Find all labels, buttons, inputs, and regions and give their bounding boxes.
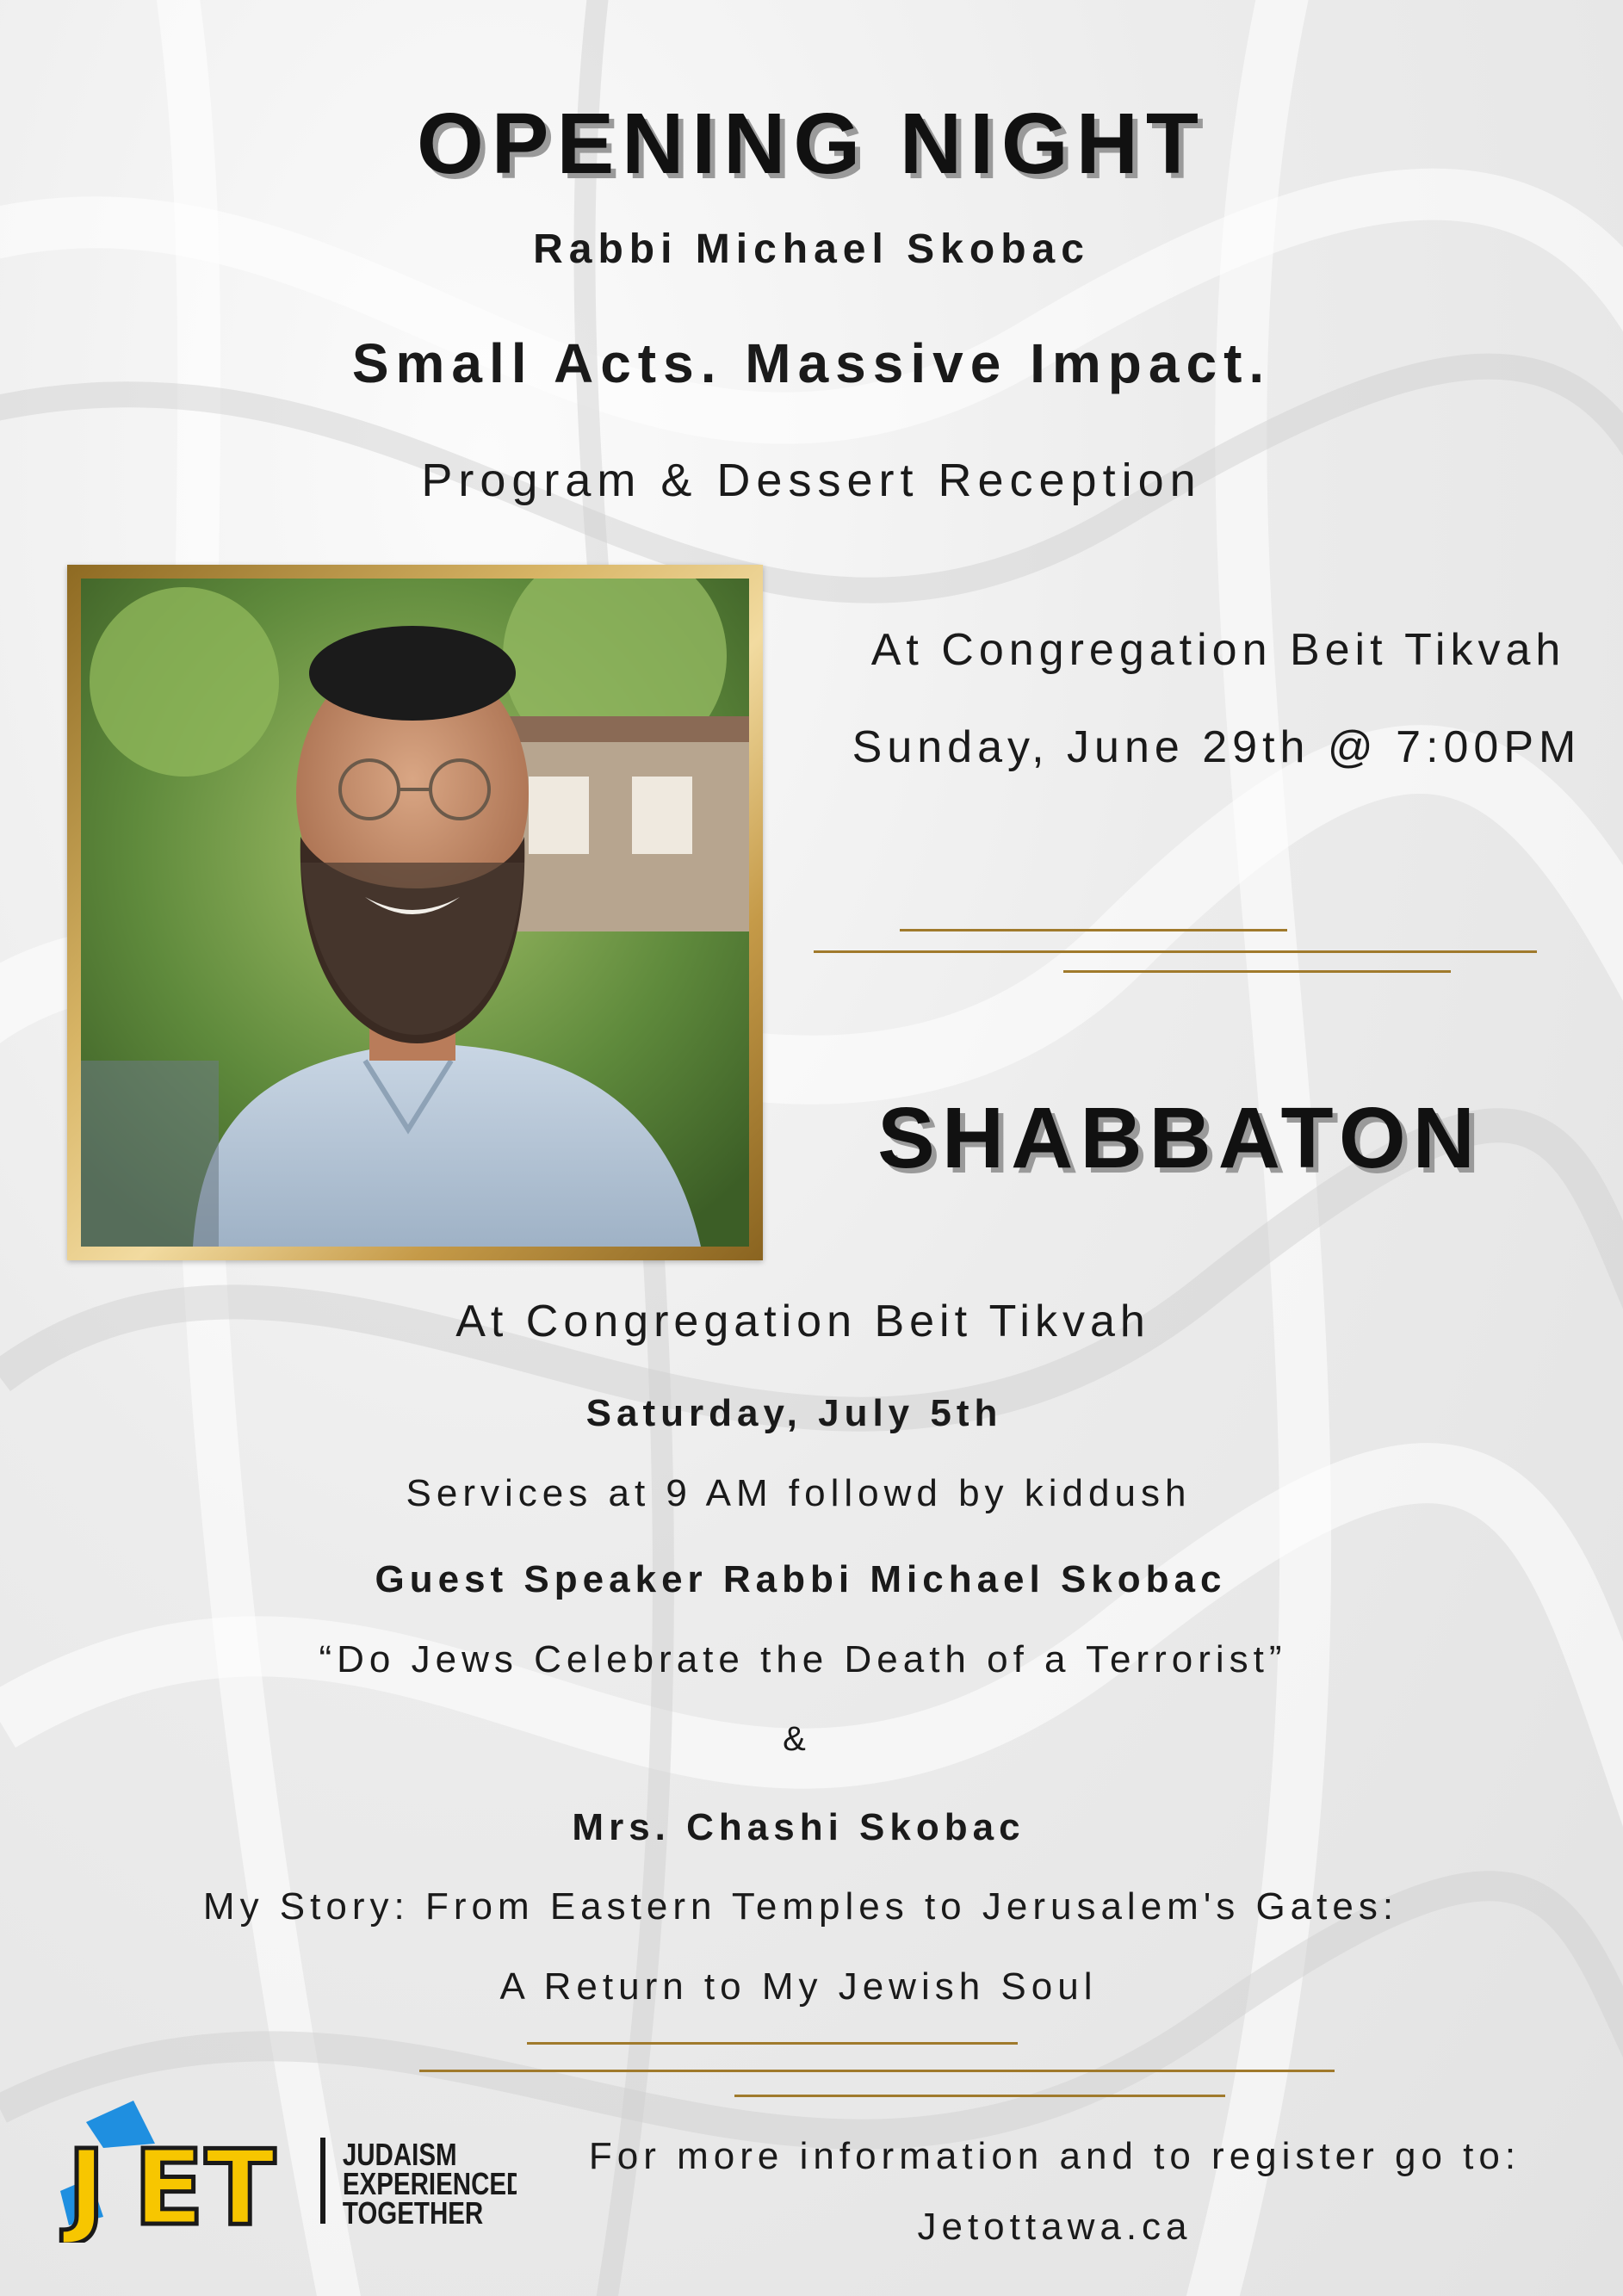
jet-logo	[52, 2096, 517, 2243]
program-description: Program & Dessert Reception	[421, 455, 1202, 506]
divider-line	[419, 2070, 1335, 2072]
guest-speaker: Guest Speaker Rabbi Michael Skobac	[375, 1558, 1227, 1600]
shabbaton-location: At Congregation Beit Tikvah	[455, 1297, 1150, 1346]
register-info: For more information and to register go to:	[588, 2135, 1521, 2177]
opening-location: At Congregation Beit Tikvah	[870, 625, 1566, 675]
speaker-photo	[81, 579, 749, 1247]
divider-line	[900, 929, 1287, 931]
speaker-name: Rabbi Michael Skobac	[533, 226, 1090, 272]
speaker-photo-frame	[67, 565, 763, 1260]
opening-night-title: OPENING NIGHT	[416, 96, 1207, 192]
divider-line	[814, 950, 1537, 953]
logo-line-together: TOGETHER	[342, 2195, 484, 2231]
website-link[interactable]: Jetottawa.ca	[917, 2206, 1192, 2248]
divider-line	[734, 2095, 1225, 2097]
svg-text:E: E	[133, 2129, 201, 2243]
svg-text:J: J	[67, 2129, 102, 2243]
services-info: Services at 9 AM followd by kiddush	[406, 1472, 1192, 1514]
story-title-line1: My Story: From Eastern Temples to Jerusalem's Gates:	[202, 1885, 1399, 1928]
opening-datetime: Sunday, June 29th @ 7:00PM	[852, 722, 1582, 772]
svg-text:T: T	[205, 2129, 272, 2243]
divider-line	[1063, 970, 1451, 973]
story-title-line2: A Return to My Jewish Soul	[499, 1965, 1098, 2008]
logo-line-experienced: EXPERIENCED	[342, 2166, 517, 2201]
talk-title: “Do Jews Celebrate the Death of a Terrorist”	[319, 1638, 1287, 1680]
tagline: Small Acts. Massive Impact.	[351, 332, 1272, 394]
shabbaton-title: SHABBATON	[877, 1090, 1482, 1186]
divider-line	[527, 2042, 1018, 2045]
logo-line-judaism: JUDAISM	[342, 2137, 457, 2172]
second-speaker: Mrs. Chashi Skobac	[572, 1806, 1025, 1848]
ampersand: &	[783, 1720, 806, 1758]
shabbaton-date: Saturday, July 5th	[585, 1392, 1003, 1434]
